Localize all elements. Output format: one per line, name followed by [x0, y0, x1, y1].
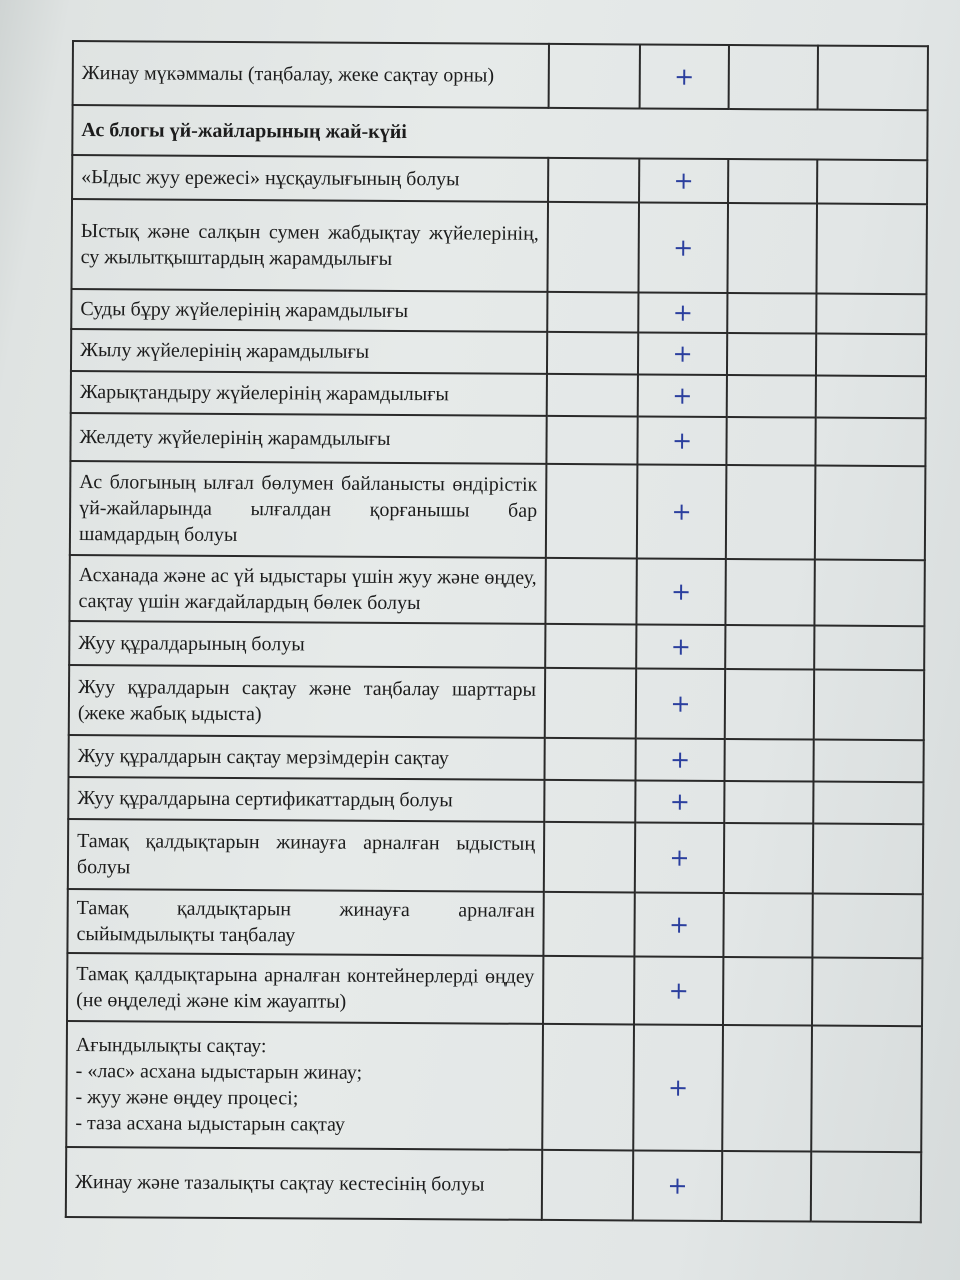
empty-cell: [814, 626, 924, 671]
table-row: [66, 1147, 921, 1222]
empty-cell: [815, 418, 925, 467]
checklist-table: [65, 40, 929, 1223]
criterion-text: Жуу құралдарын сақтау және таңбалау шарттары (жеке жабық ыдыста): [69, 665, 545, 738]
criterion-text: Жылу жүйелерінің жарамдылығы: [71, 329, 547, 374]
table-row: [71, 329, 926, 376]
criterion-text: Жинау және тазалықты сақтау кестесінің болуы: [66, 1147, 542, 1220]
table-row: [72, 155, 927, 204]
table-row: [71, 199, 927, 294]
handwritten-plus-mark: +: [638, 202, 728, 293]
empty-cell: [727, 203, 817, 294]
criterion-text: Суды бұру жүйелерінің жарамдылығы: [71, 289, 547, 332]
empty-cell: [549, 44, 640, 109]
empty-cell: [724, 781, 813, 824]
criterion-text: Желдету жүйелерінің жарамдылығы: [70, 413, 546, 464]
criterion-text: Жуу құралдарын сақтау мерзімдерін сақтау: [68, 735, 544, 780]
table-row: [73, 41, 928, 110]
handwritten-plus-mark: +: [634, 956, 723, 1025]
table-row: [70, 461, 926, 560]
empty-cell: [722, 1151, 811, 1222]
handwritten-plus-mark: +: [636, 668, 725, 739]
empty-cell: [811, 1026, 922, 1153]
criterion-line: - таза асхана ыдыстарын сақтау: [75, 1112, 345, 1136]
handwritten-plus-mark: +: [635, 822, 724, 893]
criterion-text: Ыстық және салқын сумен жабдықтау жүйелерінің, су жылытқыштардың жарамдылығы: [71, 199, 548, 292]
handwritten-plus-mark: +: [638, 332, 727, 375]
empty-cell: [817, 160, 927, 205]
empty-cell: [727, 333, 816, 376]
empty-cell: [542, 1150, 633, 1221]
criterion-text: Тамақ қалдықтарын жинауға арналған сыйымдылықты таңбалау: [67, 889, 543, 956]
handwritten-plus-mark: +: [636, 624, 725, 669]
table-row: [71, 371, 926, 418]
empty-cell: [545, 668, 636, 739]
empty-cell: [547, 202, 639, 293]
table-row: [68, 735, 923, 782]
empty-cell: [813, 824, 923, 895]
empty-cell: [729, 45, 818, 110]
handwritten-plus-mark: +: [633, 1150, 722, 1221]
criterion-text: Ас блогының ылғал бөлумен байланысты өндірістік үй-жайларында ылғалдан қорғанышы бар шамдардың болуы: [70, 461, 547, 558]
empty-cell: [543, 956, 634, 1025]
empty-cell: [815, 466, 926, 561]
empty-cell: [812, 958, 922, 1027]
table-row: [71, 289, 926, 334]
handwritten-plus-mark: +: [637, 416, 726, 465]
empty-cell: [546, 416, 637, 465]
empty-cell: [542, 1024, 634, 1151]
empty-cell: [547, 374, 638, 417]
empty-cell: [812, 894, 922, 959]
empty-cell: [814, 560, 924, 627]
table-row: [67, 889, 922, 958]
criterion-text: Жарықтандыру жүйелерінің жарамдылығы: [71, 371, 547, 416]
empty-cell: [813, 782, 923, 825]
criterion-text: Жуу құралдарының болуы: [69, 621, 545, 668]
table-row: [69, 555, 924, 626]
empty-cell: [544, 780, 635, 823]
table-row: [66, 1021, 922, 1152]
empty-cell: [547, 292, 638, 333]
empty-cell: [726, 465, 816, 560]
criterion-line: - жуу және өңдеу процесі;: [75, 1086, 299, 1110]
empty-cell: [813, 740, 923, 783]
section-row: [72, 105, 927, 160]
empty-cell: [811, 1152, 921, 1223]
empty-cell: [544, 738, 635, 781]
criterion-text: Жуу құралдарына сертификаттардың болуы: [68, 777, 544, 822]
empty-cell: [727, 375, 816, 418]
table-row: [68, 819, 923, 894]
empty-cell: [722, 1025, 812, 1152]
handwritten-plus-mark: +: [635, 738, 724, 781]
empty-cell: [816, 376, 926, 419]
empty-cell: [725, 669, 814, 740]
empty-cell: [723, 957, 812, 1026]
empty-cell: [545, 558, 636, 625]
empty-cell: [546, 464, 638, 559]
criterion-line: - «лас» асхана ыдыстарын жинау;: [75, 1060, 363, 1084]
empty-cell: [816, 294, 926, 335]
criterion-text: «Ыдыс жуу ережесі» нұсқаулығының болуы: [72, 155, 548, 202]
handwritten-plus-mark: +: [637, 464, 727, 559]
criterion-text: Жинау мүкәммалы (таңбалау, жеке сақтау орны): [73, 41, 549, 108]
criterion-text: Тамақ қалдықтарын жинауға арналған ыдыстың болуы: [68, 819, 544, 892]
handwritten-plus-mark: +: [633, 1024, 723, 1151]
table-row: [69, 665, 924, 740]
table-row: [69, 621, 924, 670]
empty-cell: [724, 739, 813, 782]
empty-cell: [818, 46, 928, 111]
empty-cell: [547, 332, 638, 375]
empty-cell: [816, 204, 927, 295]
empty-cell: [544, 822, 635, 893]
table-row: [67, 953, 922, 1026]
empty-cell: [723, 893, 812, 958]
empty-cell: [545, 624, 636, 669]
empty-cell: [728, 159, 817, 204]
criterion-text: Тамақ қалдықтарына арналған контейнерлерді өңдеу (не өңделеді және кім жауапты): [67, 953, 543, 1024]
handwritten-plus-mark: +: [636, 558, 725, 625]
handwritten-plus-mark: +: [638, 292, 727, 333]
empty-cell: [816, 334, 926, 377]
empty-cell: [724, 823, 813, 894]
handwritten-plus-mark: +: [635, 780, 724, 823]
criterion-line: Ағындылықты сақтау:: [75, 1034, 267, 1058]
empty-cell: [543, 892, 634, 957]
empty-cell: [726, 417, 815, 466]
section-heading: Ас блогы үй-жайларының жай-күйі: [72, 105, 927, 160]
empty-cell: [548, 158, 639, 203]
handwritten-plus-mark: +: [634, 892, 723, 957]
table-row: [70, 413, 925, 466]
handwritten-plus-mark: +: [638, 374, 727, 417]
handwritten-plus-mark: +: [640, 44, 729, 109]
empty-cell: [727, 293, 816, 334]
criterion-text: [66, 1021, 543, 1150]
empty-cell: [725, 559, 814, 626]
empty-cell: [725, 625, 814, 670]
checklist-body: [66, 41, 928, 1222]
criterion-text: Асханада және ас үй ыдыстары үшін жуу және өңдеу, сақтау үшін жағдайлардың бөлек болуы: [69, 555, 545, 624]
table-row: [68, 777, 923, 824]
handwritten-plus-mark: +: [639, 158, 728, 203]
empty-cell: [814, 670, 924, 741]
